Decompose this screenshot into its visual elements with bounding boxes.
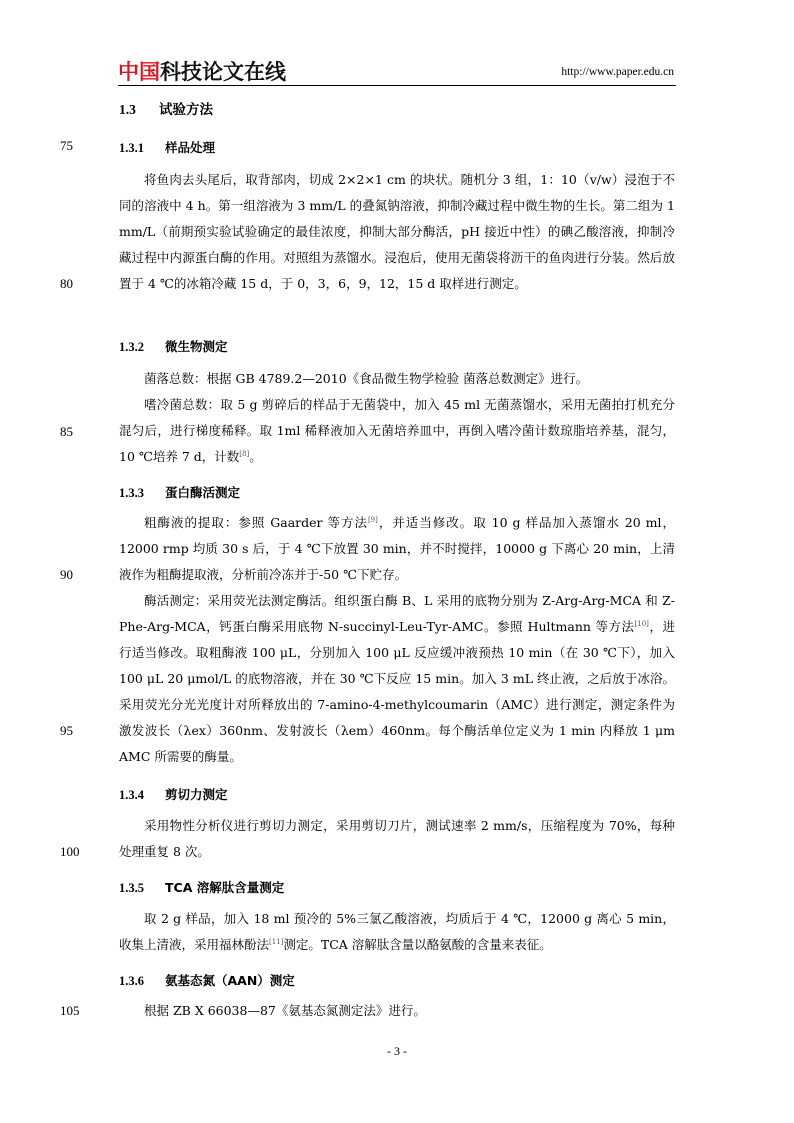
subsection-heading — [119, 878, 284, 896]
paragraph-text: 采用物性分析仪进行剪切力测定，采用剪切刀片，测试速率 2 mm/s，压缩程度为 70%，每种处理重复 8 次。 — [119, 818, 675, 859]
paragraph — [119, 906, 675, 958]
section-title: 试验方法 — [159, 102, 213, 118]
subsection-heading — [119, 138, 215, 156]
subsection-title: 蛋白酶活测定 — [165, 485, 241, 500]
paragraph — [119, 392, 675, 470]
subsection-title: 剪切力测定 — [165, 787, 228, 802]
paragraph-text: 测定。TCA 溶解肽含量以酪氨酸的含量来表征。 — [283, 937, 552, 952]
subsection-number: 1.3.2 — [119, 340, 144, 354]
paragraph-text: 。 — [249, 449, 262, 464]
subsection-number: 1.3.3 — [119, 486, 144, 500]
logo-part-2: 科技论文在线 — [160, 60, 286, 84]
paragraph-text: 将鱼肉去头尾后，取背部肉，切成 2×2×1 cm 的块状。随机分 3 组，1：10（v/w）浸泡于不同的溶液中 4 h。第一组溶液为 3 mm/L 的叠氮钠溶液，抑制冷藏过程中微生物的生长。第二组为 1 mm/L（前期预实验试验确定的最佳浓度，抑制大部分酶活，pH 接近中性）的碘乙酸溶液，抑制冷藏过程中内源蛋白酶的作用。对照组为蒸馏水。浸泡后，使用无菌袋将沥干的鱼肉进行分装。然后放置于 4 ℃的冰箱冷藏 15 d，于 0，3，6，9，12，15 d 取样进行测定。 — [119, 172, 675, 291]
subsection-title: 氨基态氮（AAN）测定 — [165, 973, 295, 988]
subsection-heading — [119, 971, 295, 989]
paragraph — [119, 167, 675, 297]
subsection-number: 1.3.1 — [119, 141, 144, 155]
paragraph-text: 嗜冷菌总数：取 5 g 剪碎后的样品于无菌袋中，加入 45 ml 无菌蒸馏水，采用无菌拍打机充分混匀后，进行梯度稀释。取 1ml 稀释液加入无菌培养皿中，再倒入嗜冷菌计数琼脂培养基，混匀，10 ℃培养 7 d，计数 — [119, 397, 675, 464]
subsection-heading — [119, 483, 240, 501]
paragraph-text: ，并适当修改。取 10 g 样品加入蒸馏水 20 ml，12000 rmp 均质 30 s 后，于 4 ℃下放置 30 min，并不时搅拌，10000 g 下离心 20 min，上清液作为粗酶提取液，分析前冷冻并于-50 ℃下贮存。 — [119, 515, 675, 582]
line-number: 90 — [60, 567, 73, 582]
line-number: 75 — [60, 138, 73, 153]
line-number: 95 — [60, 723, 73, 738]
citation-ref[interactable]: [8] — [239, 449, 250, 458]
paragraph-text: ，进行适当修改。取粗酶液 100 μL，分别加入 100 μL 反应缓冲液预热 10 min（在 30 ℃下），加入 100 μL 20 μmol/L 的底物溶液，并在 30 ℃下反应 15 min。加入 3 mL 终止液，之后放于冰浴。采用荧光分光光度计对所释放出的 7-amino-4-methylcoumarin（AMC）进行测定，测定条件为激发波长（λex）360nm、发射波长（λem）460nm。每个酶活单位定义为 1 min 内释放 1 μm AMC 所需要的酶量。 — [119, 619, 675, 764]
page-number: - 3 - — [387, 1044, 407, 1058]
paragraph — [119, 510, 675, 588]
paragraph — [119, 366, 675, 392]
paragraph — [119, 588, 675, 770]
paragraph-text: 取 2 g 样品，加入 18 ml 预冷的 5%三氯乙酸溶液，均质后于 4 ℃，12000 g 离心 5 min，收集上清液，采用福林酚法 — [119, 911, 675, 952]
line-number: 105 — [60, 1003, 80, 1018]
journal-logo — [118, 60, 286, 84]
logo-part-1: 中国 — [118, 60, 160, 84]
header-rule — [118, 85, 676, 86]
subsection-title: 样品处理 — [165, 140, 216, 155]
subsection-heading — [119, 337, 228, 355]
line-number: 80 — [60, 276, 73, 291]
paragraph — [119, 998, 675, 1024]
paragraph-text: 根据 ZB X 66038—87《氨基态氮测定法》进行。 — [144, 1003, 426, 1018]
header-url[interactable]: http://www.paper.edu.cn — [561, 66, 674, 78]
section-number: 1.3 — [119, 102, 136, 117]
subsection-number: 1.3.5 — [119, 881, 144, 895]
line-number: 85 — [60, 424, 73, 439]
citation-ref[interactable]: [11] — [269, 937, 284, 946]
paragraph — [119, 813, 675, 865]
citation-ref[interactable]: [10] — [634, 619, 649, 628]
paragraph-text: 酶活测定：采用荧光法测定酶活。组织蛋白酶 B、L 采用的底物分别为 Z-Arg-Arg-MCA 和 Z-Phe-Arg-MCA，钙蛋白酶采用底物 N-succinyl-Leu-Tyr-AMC。参照 Hultmann 等方法 — [119, 593, 675, 634]
subsection-number: 1.3.6 — [119, 974, 144, 988]
subsection-title: 微生物测定 — [165, 339, 228, 354]
subsection-heading — [119, 785, 228, 803]
subsection-number: 1.3.4 — [119, 788, 144, 802]
citation-ref[interactable]: [9] — [367, 515, 378, 524]
paragraph-text: 菌落总数：根据 GB 4789.2—2010《食品微生物学检验 菌落总数测定》进行。 — [144, 371, 589, 386]
section-heading — [119, 98, 213, 118]
paragraph-text: 粗酶液的提取：参照 Gaarder 等方法 — [144, 515, 368, 530]
subsection-title: TCA 溶解肽含量测定 — [165, 880, 285, 895]
line-number: 100 — [60, 844, 80, 859]
